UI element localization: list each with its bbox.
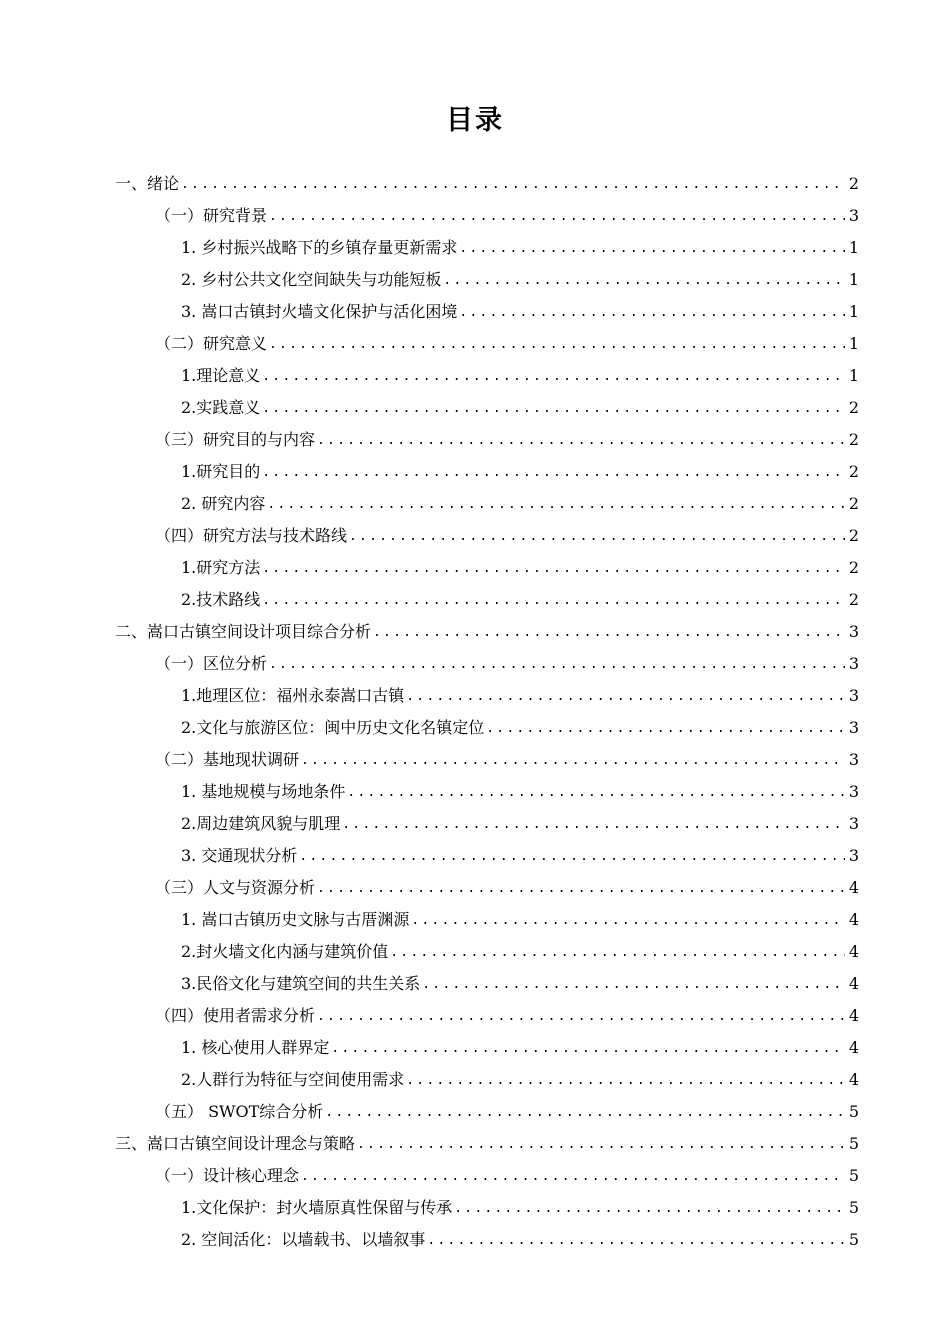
toc-leader-dots [269,655,845,675]
toc-entry[interactable] [0,1224,950,1256]
toc-leader-dots [427,1231,844,1251]
toc-entry-page-number: 3 [848,622,859,641]
toc-leader-dots [325,1103,845,1123]
toc-entry-page-number: 1 [848,334,859,353]
toc-entry[interactable] [0,296,950,328]
toc-entry-page-number: 5 [848,1230,859,1249]
toc-entry-title: 2.技术路线 [181,590,261,609]
toc-entry[interactable] [0,456,950,488]
toc-entry[interactable] [0,424,950,456]
toc-entry-title: （一）区位分析 [155,654,268,673]
toc-entry-title: 1.研究方法 [181,558,261,577]
toc-leader-dots [422,975,845,995]
toc-entry-title: 一、绪论 [115,174,180,193]
toc-entry-title: （二）研究意义 [155,334,268,353]
toc-entry-title: 2. 研究内容 [181,494,266,513]
toc-entry-title: （四）研究方法与技术路线 [155,526,348,545]
toc-entry-page-number: 1 [848,366,859,385]
toc-leader-dots [262,367,845,387]
toc-leader-dots [317,431,845,451]
toc-leader-dots [443,271,844,291]
toc-entry-title: 3. 嵩口古镇封火墙文化保护与活化困境 [181,302,458,321]
toc-entry-title: 1. 嵩口古镇历史文脉与古厝渊源 [181,910,410,929]
toc-entry[interactable] [0,968,950,1000]
toc-entry-title: 2. 乡村公共文化空间缺失与功能短板 [181,270,442,289]
toc-entry-page-number: 3 [848,782,859,801]
toc-entry[interactable] [0,488,950,520]
toc-entry-title: 1. 核心使用人群界定 [181,1038,330,1057]
toc-entry[interactable] [0,584,950,616]
toc-leader-dots [262,399,845,419]
toc-entry[interactable] [0,1192,950,1224]
toc-entry[interactable] [0,744,950,776]
toc-entry-page-number: 3 [848,654,859,673]
toc-leader-dots [299,847,844,867]
toc-entry-page-number: 4 [848,974,859,993]
toc-leader-dots [342,815,845,835]
toc-entry-page-number: 4 [848,910,859,929]
toc-entry[interactable] [0,1032,950,1064]
toc-entry-title: （三）研究目的与内容 [155,430,316,449]
toc-leader-dots [317,879,845,899]
toc-leader-dots [390,943,845,963]
toc-leader-dots [454,1199,845,1219]
toc-entry-page-number: 2 [848,526,859,545]
toc-entry-title: （五） SWOT综合分析 [155,1102,324,1121]
toc-leader-dots [269,207,845,227]
toc-entry-page-number: 2 [848,398,859,417]
toc-entry[interactable] [0,712,950,744]
toc-entry-page-number: 3 [848,206,859,225]
toc-entry-title: 三、嵩口古镇空间设计理念与策略 [115,1134,356,1153]
toc-entry-page-number: 5 [848,1102,859,1121]
toc-leader-dots [269,335,845,355]
toc-leader-dots [357,1135,845,1155]
toc-entry-title: （三）人文与资源分析 [155,878,316,897]
toc-entry-title: 2.文化与旅游区位：闽中历史文化名镇定位 [181,718,485,737]
toc-entry[interactable] [0,872,950,904]
toc-entry-page-number: 2 [848,590,859,609]
toc-entry-page-number: 3 [848,686,859,705]
toc-entry-page-number: 4 [848,878,859,897]
toc-leader-dots [459,239,844,259]
toc-entry-title: 1.理论意义 [181,366,261,385]
toc-leader-dots [459,303,844,323]
toc-entry[interactable] [0,1064,950,1096]
toc-entry-title: （二）基地现状调研 [155,750,300,769]
toc-entry-page-number: 5 [848,1166,859,1185]
page-title: 目录 [446,105,504,136]
toc-entry-page-number: 4 [848,1006,859,1025]
toc-leader-dots [411,911,844,931]
toc-leader-dots [373,623,845,643]
toc-leader-dots [406,687,845,707]
toc-entry[interactable] [0,520,950,552]
toc-entry[interactable] [0,1160,950,1192]
toc-entry[interactable] [0,808,950,840]
toc-leader-dots [267,495,844,515]
toc-leader-dots [301,751,845,771]
toc-leader-dots [262,463,845,483]
toc-entry-title: 1.地理区位：福州永泰嵩口古镇 [181,686,405,705]
toc-entry-title: 1. 乡村振兴战略下的乡镇存量更新需求 [181,238,458,257]
toc-entry[interactable] [0,680,950,712]
toc-entry[interactable] [0,936,950,968]
toc-entry-title: 2.人群行为特征与空间使用需求 [181,1070,405,1089]
toc-entry-page-number: 4 [848,942,859,961]
toc-leader-dots [181,175,845,195]
toc-entry[interactable] [0,200,950,232]
toc-entry-title: 2.实践意义 [181,398,261,417]
toc-entry-page-number: 4 [848,1070,859,1089]
toc-entry-page-number: 1 [848,238,859,257]
toc-entry-page-number: 1 [848,302,859,321]
toc-entry[interactable] [0,168,950,200]
toc-entry[interactable] [0,328,950,360]
toc-entry[interactable] [0,392,950,424]
toc-entry-title: 2. 空间活化：以墙载书、以墙叙事 [181,1230,426,1249]
toc-entry-title: 1.研究目的 [181,462,261,481]
toc-entry-page-number: 2 [848,558,859,577]
toc-entry-page-number: 2 [848,174,859,193]
toc-leader-dots [262,559,845,579]
toc-entry-title: 1. 基地规模与场地条件 [181,782,346,801]
toc-entry[interactable] [0,648,950,680]
toc-leader-dots [301,1167,845,1187]
toc-entry-page-number: 5 [848,1134,859,1153]
toc-entry-title: 2.封火墙文化内涵与建筑价值 [181,942,389,961]
toc-leader-dots [317,1007,845,1027]
toc-entry-page-number: 3 [848,814,859,833]
toc-entry[interactable] [0,840,950,872]
toc-entry-page-number: 3 [848,846,859,865]
toc-entry[interactable] [0,1128,950,1160]
toc-entry-page-number: 2 [848,430,859,449]
toc-entry-title: 二、嵩口古镇空间设计项目综合分析 [115,622,372,641]
toc-entry[interactable] [0,616,950,648]
toc-entry-title: 1.文化保护：封火墙原真性保留与传承 [181,1198,453,1217]
toc-leader-dots [349,527,845,547]
toc-entry[interactable] [0,232,950,264]
toc-leader-dots [486,719,845,739]
toc-leader-dots [262,591,845,611]
toc-entry[interactable] [0,552,950,584]
toc-entry[interactable] [0,904,950,936]
toc-entry-title: 3. 交通现状分析 [181,846,298,865]
toc-entry[interactable] [0,264,950,296]
toc-leader-dots [406,1071,845,1091]
toc-entry[interactable] [0,776,950,808]
toc-entry-title: （一）研究背景 [155,206,268,225]
toc-entry-page-number: 2 [848,462,859,481]
table-of-contents [0,168,950,1256]
toc-entry-title: （四）使用者需求分析 [155,1006,316,1025]
toc-entry-title: 3.民俗文化与建筑空间的共生关系 [181,974,421,993]
toc-entry-page-number: 2 [848,494,859,513]
toc-entry-title: 2.周边建筑风貌与肌理 [181,814,341,833]
toc-entry-page-number: 5 [848,1198,859,1217]
toc-entry-page-number: 4 [848,1038,859,1057]
toc-entry[interactable] [0,1000,950,1032]
toc-entry[interactable] [0,360,950,392]
toc-entry-title: （一）设计核心理念 [155,1166,300,1185]
toc-entry-page-number: 3 [848,718,859,737]
toc-leader-dots [331,1039,844,1059]
toc-leader-dots [347,783,844,803]
toc-entry-page-number: 1 [848,270,859,289]
toc-entry[interactable] [0,1096,950,1128]
toc-entry-page-number: 3 [848,750,859,769]
